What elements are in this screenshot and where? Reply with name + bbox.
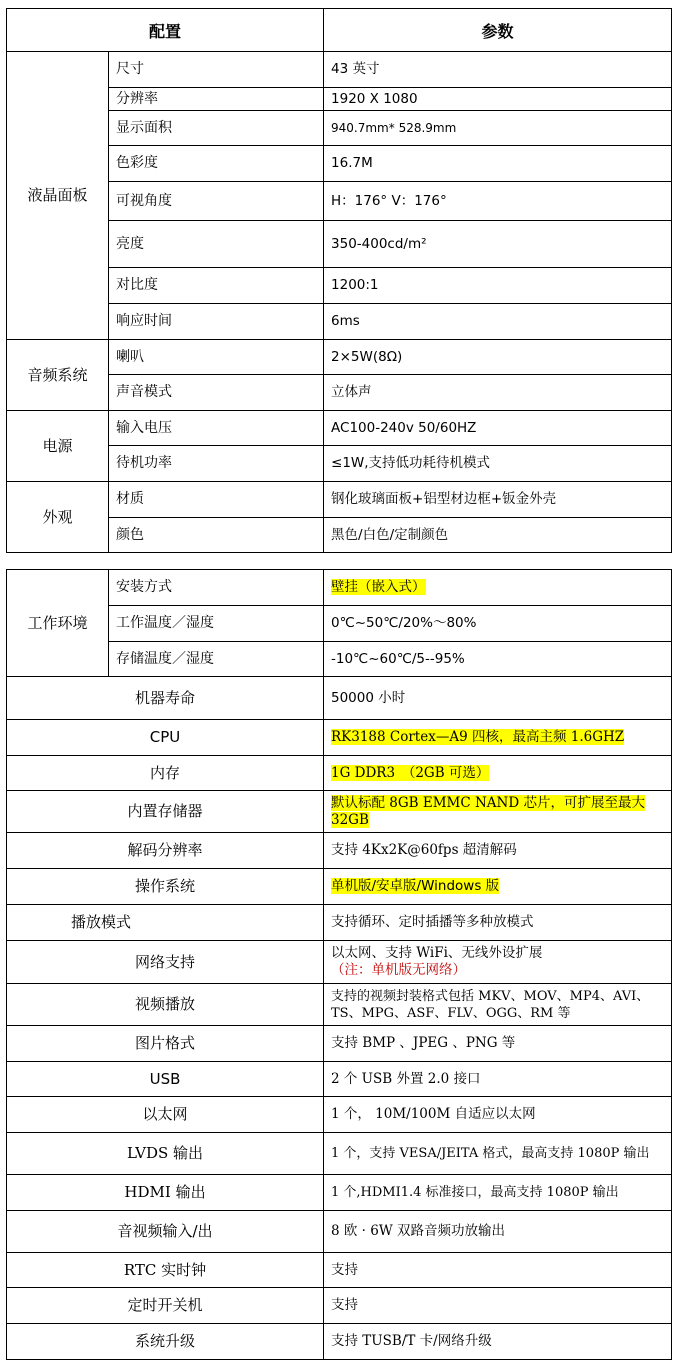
row-label: CPU xyxy=(7,720,324,756)
table-row xyxy=(7,677,672,720)
row-value: 350-400cd/m² xyxy=(324,221,672,268)
network-value: 以太网、支持 WiFi、无线外设扩展 xyxy=(331,945,543,961)
row-value: 支持 xyxy=(324,1288,672,1324)
row-label: 存储温度／湿度 xyxy=(109,642,324,677)
row-label: 定时开关机 xyxy=(7,1288,324,1324)
network-note: （注：单机版无网络） xyxy=(331,962,466,978)
table-row xyxy=(7,869,672,905)
row-label: 显示面积 xyxy=(109,111,324,146)
row-value: ≤1W,支持低功耗待机模式 xyxy=(324,446,672,482)
highlighted-value: 1G DDR3 （2GB 可选） xyxy=(331,764,490,781)
row-value: 1 个，支持 VESA/JEITA 格式，最高支持 1080P 输出 xyxy=(324,1133,672,1175)
header-row xyxy=(7,9,672,52)
row-label: 解码分辨率 xyxy=(7,833,324,869)
row-value xyxy=(324,791,672,833)
row-value: 支持 xyxy=(324,1253,672,1288)
row-label: 音视频输入/出 xyxy=(7,1211,324,1253)
table-row xyxy=(7,1097,672,1133)
row-value: 支持 BMP 、JPEG 、PNG 等 xyxy=(324,1026,672,1062)
table-row xyxy=(7,1288,672,1324)
row-label: LVDS 输出 xyxy=(7,1133,324,1175)
spec-table-part-1 xyxy=(6,8,672,553)
row-value: 支持循环、定时插播等多种放模式 xyxy=(324,905,672,941)
highlighted-value: 壁挂（嵌入式） xyxy=(331,579,426,595)
row-label: HDMI 输出 xyxy=(7,1175,324,1211)
row-label: 颜色 xyxy=(109,518,324,553)
row-label: 以太网 xyxy=(7,1097,324,1133)
row-label: 尺寸 xyxy=(109,52,324,88)
category-cell: 液晶面板 xyxy=(7,52,109,340)
row-value: 2×5W(8Ω) xyxy=(324,340,672,375)
table-row xyxy=(7,941,672,984)
table-row xyxy=(7,1133,672,1175)
row-value: AC100-240v 50/60HZ xyxy=(324,411,672,446)
category-cell: 电源 xyxy=(7,411,109,482)
spec-table-part-2 xyxy=(6,569,672,1360)
row-value xyxy=(324,869,672,905)
row-label: 喇叭 xyxy=(109,340,324,375)
category-cell: 音频系统 xyxy=(7,340,109,411)
row-value: 16.7M xyxy=(324,146,672,182)
row-value: 1920 X 1080 xyxy=(324,88,672,111)
row-label: 图片格式 xyxy=(7,1026,324,1062)
row-label: 待机功率 xyxy=(109,446,324,482)
row-label: 对比度 xyxy=(109,268,324,304)
table-row xyxy=(7,570,672,606)
row-label: 内置存储器 xyxy=(7,791,324,833)
row-value xyxy=(324,720,672,756)
row-value: 支持的视频封装格式包括 MKV、MOV、MP4、AVI、TS、MPG、ASF、FLV、OGG、RM 等 xyxy=(324,984,672,1026)
row-label: 内存 xyxy=(7,756,324,791)
row-value: H：176° V：176° xyxy=(324,182,672,221)
row-label: 网络支持 xyxy=(7,941,324,984)
row-label: RTC 实时钟 xyxy=(7,1253,324,1288)
row-value xyxy=(324,570,672,606)
row-label: 系统升级 xyxy=(7,1324,324,1360)
header-params: 参数 xyxy=(324,9,672,52)
table-row xyxy=(7,1062,672,1097)
row-value: 50000 小时 xyxy=(324,677,672,720)
table-row xyxy=(7,1253,672,1288)
highlighted-value: 单机版/安卓版/Windows 版 xyxy=(331,878,500,894)
table-row xyxy=(7,791,672,833)
table-row xyxy=(7,905,672,941)
row-value: 940.7mm* 528.9mm xyxy=(324,111,672,146)
row-value: 6ms xyxy=(324,304,672,340)
row-value: 1 个， 10M/100M 自适应以太网 xyxy=(324,1097,672,1133)
row-label: 安装方式 xyxy=(109,570,324,606)
row-value: 1200:1 xyxy=(324,268,672,304)
row-value: 黑色/白色/定制颜色 xyxy=(324,518,672,553)
row-label: 操作系统 xyxy=(7,869,324,905)
row-value: 1 个,HDMI1.4 标准接口，最高支持 1080P 输出 xyxy=(324,1175,672,1211)
table-row xyxy=(7,1026,672,1062)
row-value: 立体声 xyxy=(324,375,672,411)
table-row xyxy=(7,720,672,756)
table-row xyxy=(7,52,672,88)
row-value: 43 英寸 xyxy=(324,52,672,88)
row-label: 视频播放 xyxy=(7,984,324,1026)
category-cell: 工作环境 xyxy=(7,570,109,677)
row-label: 机器寿命 xyxy=(7,677,324,720)
header-config: 配置 xyxy=(7,9,324,52)
table-row xyxy=(7,833,672,869)
row-label: 输入电压 xyxy=(109,411,324,446)
table-row xyxy=(7,411,672,446)
row-value: 钢化玻璃面板+铝型材边框+钣金外壳 xyxy=(324,482,672,518)
table-row xyxy=(7,1211,672,1253)
row-value: 支持 TUSB/T 卡/网络升级 xyxy=(324,1324,672,1360)
row-value: 8 欧 · 6W 双路音频功放输出 xyxy=(324,1211,672,1253)
row-label: 材质 xyxy=(109,482,324,518)
table-row xyxy=(7,1175,672,1211)
table-row xyxy=(7,340,672,375)
table-row xyxy=(7,984,672,1026)
row-label: 分辨率 xyxy=(109,88,324,111)
highlighted-value: RK3188 Cortex—A9 四核，最高主频 1.6GHZ xyxy=(331,729,625,745)
row-label: 工作温度／湿度 xyxy=(109,606,324,642)
row-label: 响应时间 xyxy=(109,304,324,340)
row-value: 2 个 USB 外置 2.0 接口 xyxy=(324,1062,672,1097)
row-value: -10℃~60℃/5--95% xyxy=(324,642,672,677)
row-label: 可视角度 xyxy=(109,182,324,221)
row-label: USB xyxy=(7,1062,324,1097)
highlighted-value: 默认标配 8GB EMMC NAND 芯片，可扩展至最大 32GB xyxy=(331,794,645,828)
row-value xyxy=(324,756,672,791)
row-value: 支持 4Kx2K@60fps 超清解码 xyxy=(324,833,672,869)
row-value: 0℃~50℃/20%～80% xyxy=(324,606,672,642)
table-row xyxy=(7,482,672,518)
category-cell: 外观 xyxy=(7,482,109,553)
row-label: 亮度 xyxy=(109,221,324,268)
table-row xyxy=(7,1324,672,1360)
table-row xyxy=(7,756,672,791)
row-label: 播放模式 xyxy=(7,905,324,941)
row-label: 声音模式 xyxy=(109,375,324,411)
row-label: 色彩度 xyxy=(109,146,324,182)
row-value xyxy=(324,941,672,984)
